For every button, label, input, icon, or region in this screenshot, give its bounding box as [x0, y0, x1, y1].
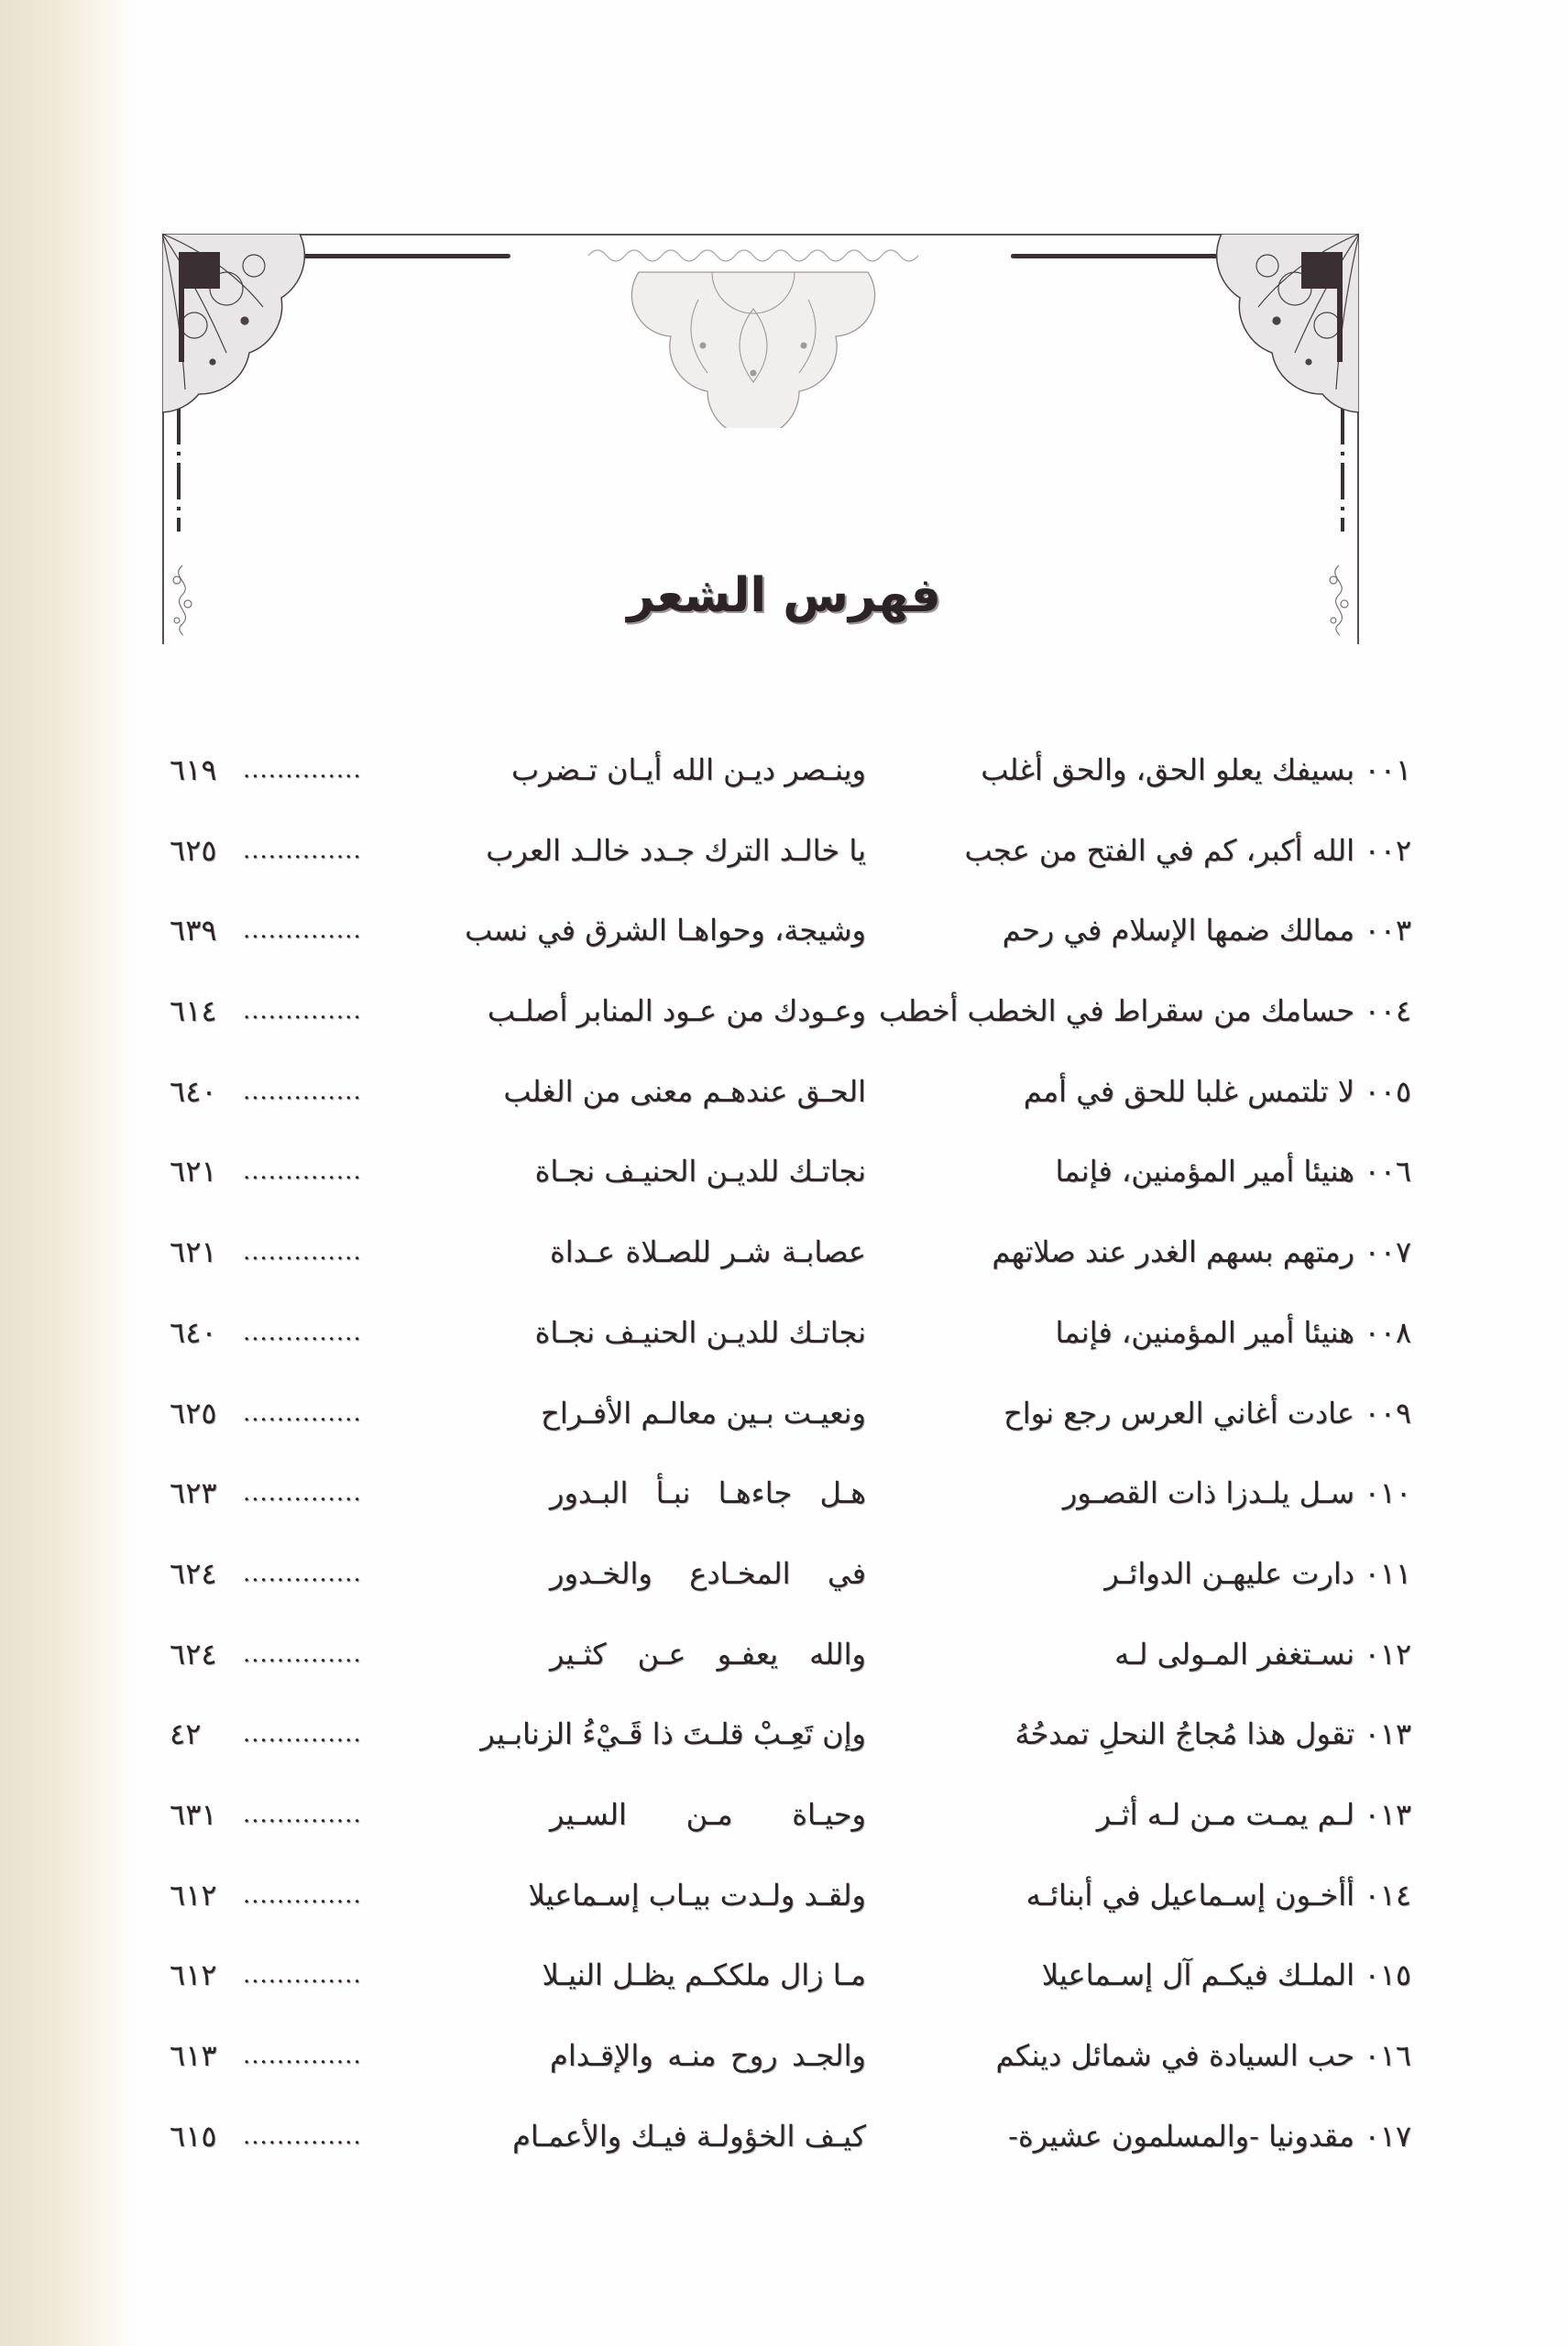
page-number: ٦١٥ [170, 2118, 217, 2154]
frame-dash-right [1341, 408, 1344, 532]
first-hemistich: عادت أغاني العرس رجع نواح [1003, 1395, 1354, 1431]
page-number: ٦٢٤ [170, 1636, 217, 1672]
second-hemistich: وعـودك من عـود المنابر أصلـب [487, 993, 866, 1029]
first-hemistich: حب السيادة في شمائل دينكم [995, 2038, 1354, 2073]
second-hemistich: وحيـاة مـن السـير [550, 1796, 866, 1832]
second-hemistich: نجاتـك للديـن الحنيـف نجـاة [534, 1314, 866, 1350]
entry-number: ٠١٤ [1364, 1877, 1411, 1913]
index-entry [156, 1310, 1411, 1390]
mandala-corner-right-icon [1194, 234, 1359, 417]
mandala-center-ornament-icon [570, 236, 937, 428]
page-number: ٦١٢ [170, 1877, 217, 1913]
page-number: ٦٢١ [170, 1234, 217, 1270]
second-hemistich: عصابـة شـر للصـلاة عـداة [550, 1234, 866, 1270]
dot-leader: .............. [243, 997, 362, 1025]
page-number: ٦٣١ [170, 1796, 217, 1832]
dot-leader: .............. [243, 1398, 362, 1427]
index-entry [156, 1631, 1411, 1712]
page-gutter-shadow [0, 0, 137, 2346]
page-number: ٦١٣ [170, 2038, 217, 2073]
page-number: ٦٢٥ [170, 1395, 217, 1431]
second-hemistich: يا خالـد الترك جـدد خالـد العرب [486, 832, 866, 868]
page-number: ٦٤٠ [170, 1314, 217, 1350]
first-hemistich: ممالك ضمها الإسلام في رحم [1002, 913, 1354, 948]
page-number: ٦٢٤ [170, 1555, 217, 1591]
second-hemistich: وينـصر ديـن الله أيـان تـضرب [511, 752, 866, 787]
mandala-corner-left-icon [162, 234, 327, 417]
dot-leader: .............. [243, 1720, 362, 1749]
entry-number: ٠١٥ [1364, 1957, 1411, 1993]
entry-number: ٠٠٤ [1364, 993, 1411, 1029]
entry-number: ٠٠٧ [1364, 1234, 1411, 1270]
entry-number: ٠٠٣ [1364, 913, 1411, 948]
index-entry [156, 1148, 1411, 1229]
entry-number: ٠١٠ [1364, 1475, 1411, 1511]
index-entry [156, 907, 1411, 988]
dot-leader: .............. [243, 756, 362, 784]
first-hemistich: حسامك من سقراط في الخطب أخطب [879, 993, 1354, 1029]
second-hemistich: وشيجة، وحواهـا الشرق في نسب [465, 913, 866, 948]
second-hemistich: هـل جاءهـا نبـأ البـدور [550, 1475, 866, 1511]
dot-leader: .............. [243, 1318, 362, 1346]
entry-number: ٠١٧ [1364, 2118, 1411, 2154]
second-hemistich: الحـق عندهـم معنى من الغلب [503, 1073, 866, 1109]
page-number: ٦٤٠ [170, 1073, 217, 1109]
index-entry [156, 1470, 1411, 1551]
dot-leader: .............. [243, 2121, 362, 2150]
page-number: ٦٢٥ [170, 832, 217, 868]
index-entry [156, 828, 1411, 908]
first-hemistich: مقدونيا -والمسلمون عشيرة- [1008, 2118, 1354, 2154]
first-hemistich: تقول هذا مُجاجُ النحلِ تمدحُهُ [1014, 1716, 1354, 1752]
first-hemistich: الله أكبر، كم في الفتح من عجب [964, 832, 1354, 868]
entry-number: ٠٠٢ [1364, 832, 1411, 868]
frame-dash-left [177, 408, 181, 532]
entry-number: ٠١١ [1364, 1555, 1411, 1591]
second-hemistich: كيـف الخؤولـة فيـك والأعمـام [512, 2118, 866, 2154]
second-hemistich: ولقـد ولـدت بيـاب إسـماعيلا [528, 1877, 866, 1913]
first-hemistich: نسـتغفر المـولى لـه [1114, 1636, 1354, 1672]
first-hemistich: أأخـون إسـماعيل في أبنائـه [1025, 1877, 1354, 1913]
page-title: فهرس الشعر [627, 568, 941, 623]
index-entry [156, 1952, 1411, 2033]
index-entry [156, 1711, 1411, 1792]
page-number: ٦٢١ [170, 1154, 217, 1189]
dot-leader: .............. [243, 1800, 362, 1828]
dot-leader: .............. [243, 916, 362, 945]
index-entry [156, 1792, 1411, 1872]
first-hemistich: رمتهم بسهم الغدر عند صلاتهم [992, 1234, 1354, 1270]
dot-leader: .............. [243, 1639, 362, 1668]
index-entry [156, 1069, 1411, 1149]
entry-number: ٠١٣ [1364, 1716, 1411, 1752]
second-hemistich: ونعيـت بـين معالـم الأفـراح [541, 1395, 866, 1431]
index-entry [156, 1390, 1411, 1471]
page-number: ٦٣٩ [170, 913, 217, 948]
page-number: ٦٢٣ [170, 1475, 217, 1511]
entry-number: ٠٠٨ [1364, 1314, 1411, 1350]
dot-leader: .............. [243, 836, 362, 864]
poetry-index-list [156, 747, 1411, 2193]
second-hemistich: والله يعفـو عـن كثـير [550, 1636, 866, 1672]
second-hemistich: مـا زال ملككـم يظـل النيـلا [542, 1957, 866, 1993]
entry-number: ٠١٢ [1364, 1636, 1411, 1672]
page-number: ٤٢ [170, 1716, 202, 1752]
entry-number: ٠١٦ [1364, 2038, 1411, 2073]
index-entry [156, 1229, 1411, 1310]
entry-number: ٠٠١ [1364, 752, 1411, 787]
index-entry [156, 1872, 1411, 1953]
second-hemistich: نجاتـك للديـن الحنيـف نجـاة [534, 1154, 866, 1189]
page-number: ٦١٩ [170, 752, 217, 787]
second-hemistich: في المخـادع والخـدور [550, 1555, 866, 1591]
first-hemistich: هنيئا أمير المؤمنين، فإنما [1055, 1154, 1354, 1189]
first-hemistich: بسيفك يعلو الحق، والحق أغلب [981, 752, 1354, 787]
first-hemistich: الملـك فيكـم آل إسـماعيلا [1041, 1957, 1354, 1993]
second-hemistich: وإن تَعِـبْ قلـتَ ذا قَـيْءُ الزنابـير [480, 1716, 866, 1752]
index-entry [156, 2113, 1411, 2194]
index-entry [156, 2033, 1411, 2113]
dot-leader: .............. [243, 1880, 362, 1909]
first-hemistich: دارت عليهـن الدوائـر [1104, 1555, 1354, 1591]
dot-leader: .............. [243, 1157, 362, 1186]
first-hemistich: هنيئا أمير المؤمنين، فإنما [1055, 1314, 1354, 1350]
dot-leader: .............. [243, 1961, 362, 1990]
page-number: ٦١٢ [170, 1957, 217, 1993]
index-entry [156, 1551, 1411, 1631]
second-hemistich: والجـد روح منـه والإقـدام [550, 2038, 866, 2073]
index-entry [156, 988, 1411, 1069]
index-entry [156, 747, 1411, 828]
dot-leader: .............. [243, 1238, 362, 1266]
dot-leader: .............. [243, 1479, 362, 1507]
dot-leader: .............. [243, 1077, 362, 1105]
entry-number: ٠٠٩ [1364, 1395, 1411, 1431]
entry-number: ٠١٣ [1364, 1796, 1411, 1832]
entry-number: ٠٠٥ [1364, 1073, 1411, 1109]
entry-number: ٠٠٦ [1364, 1154, 1411, 1189]
dot-leader: .............. [243, 2042, 362, 2069]
first-hemistich: لـم يمـت مـن لـه أثـر [1096, 1796, 1354, 1832]
page-number: ٦١٤ [170, 993, 217, 1029]
first-hemistich: سـل يلـدزا ذات القصـور [1062, 1475, 1354, 1511]
first-hemistich: لا تلتمس غلبا للحق في أمم [1023, 1073, 1354, 1109]
dot-leader: .............. [243, 1559, 362, 1587]
